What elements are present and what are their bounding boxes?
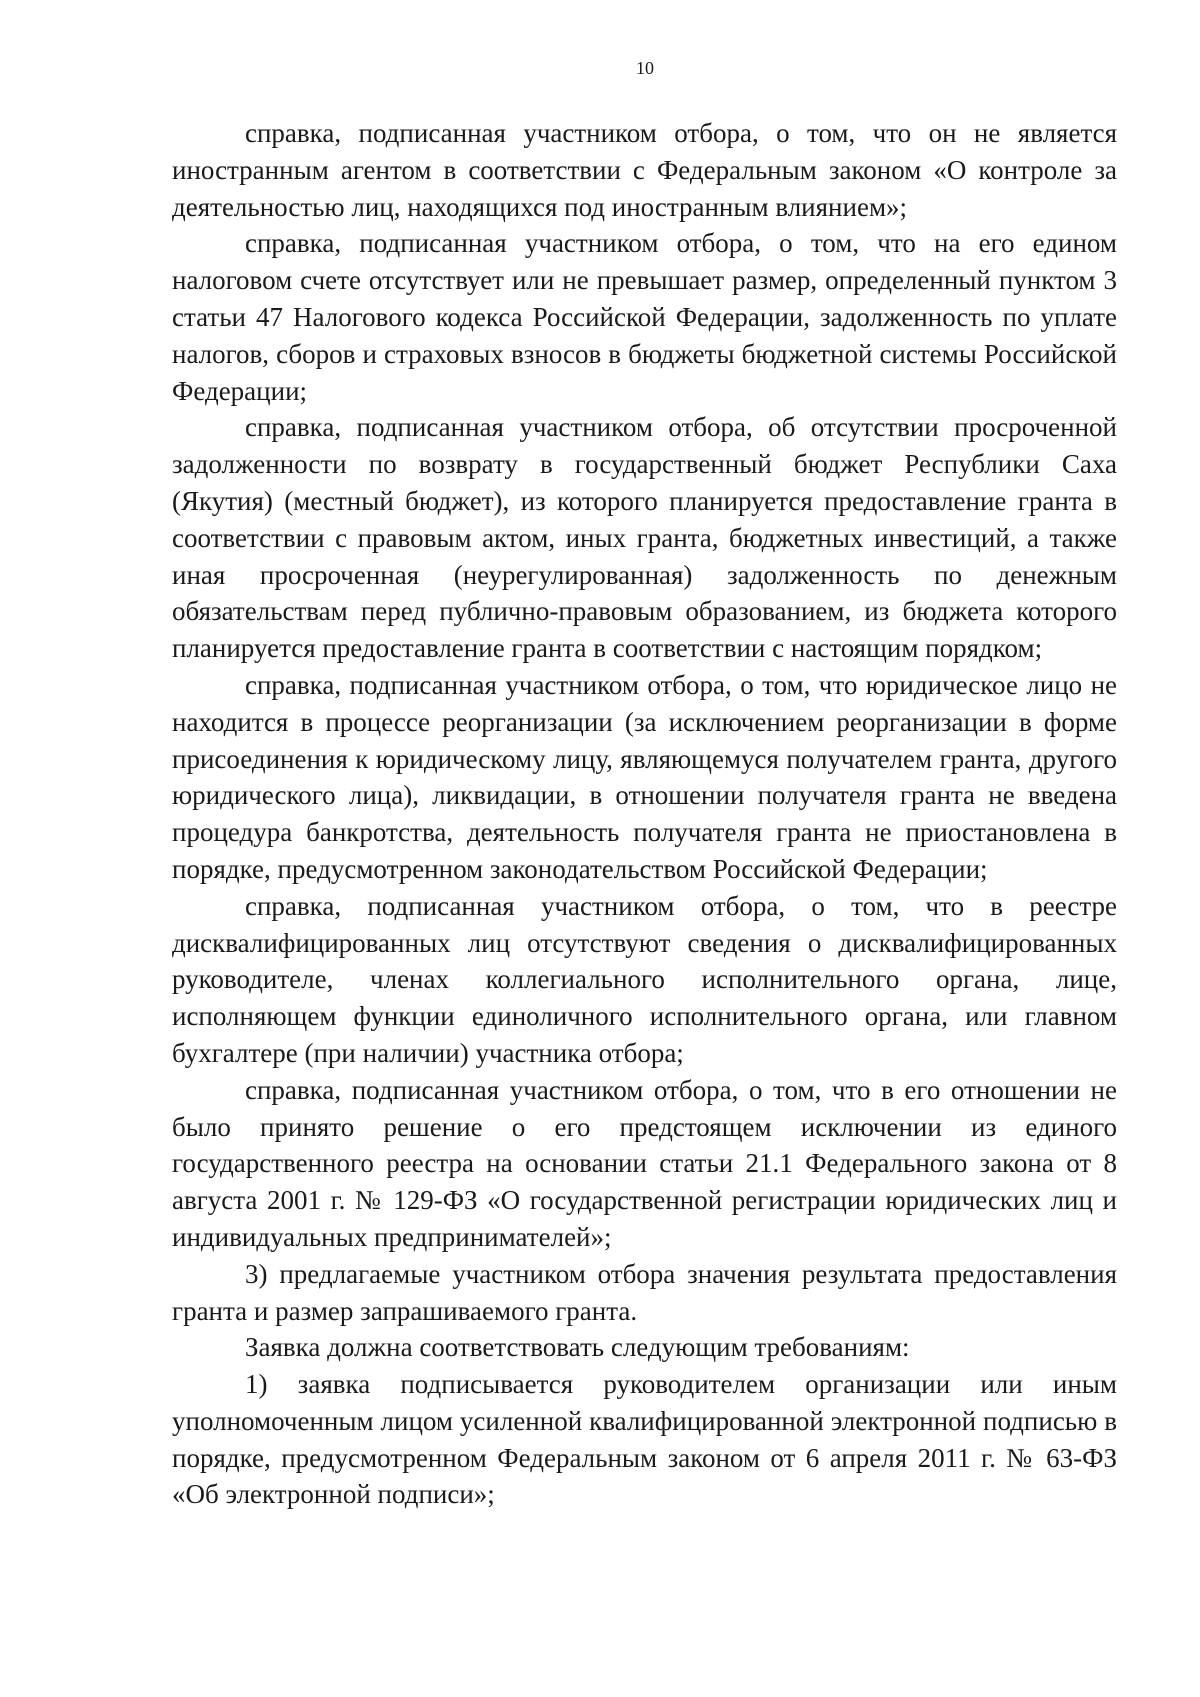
paragraph-disqualified-persons-certificate: справка, подписанная участником отбора, о том, что в реестре дисквалифицированных лиц отсутствуют сведения о дисквалифицированных руководителе, членах коллегиального исполнительного органа, лице, исполняющем функции единоличного исполнительного органа, или главном бухгалтере (при наличии) участника отбора; xyxy=(172,890,1117,1068)
paragraph-electronic-signature: 1) заявка подписывается руководителем организации или иным уполномоченным лицом усиленной квалифицированной электронной подписью в порядке, предусмотренном Федеральным законом от 6 апреля 2011 г. № 63-ФЗ «Об электронной подписи»; xyxy=(172,1369,1117,1510)
document-body xyxy=(172,115,1117,1513)
paragraph-reorganization-certificate: справка, подписанная участником отбора, о том, что юридическое лицо не находится в процессе реорганизации (за исключением реорганизации в форме присоединения к юридическому лицу, являющемуся получателем гранта, другого юридического лица), ликвидации, в отношении получателя гранта не введена процедура банкротства, деятельность получателя гранта не приостановлена в порядке, предусмотренном законодательством Российской Федерации; xyxy=(172,669,1117,884)
paragraph-foreign-agent-certificate: справка, подписанная участником отбора, о том, что он не является иностранным агентом в соответствии с Федеральным законом «О контроле за деятельностью лиц, находящихся под иностранным влиянием»; xyxy=(172,118,1117,222)
paragraph-overdue-debt-certificate: справка, подписанная участником отбора, об отсутствии просроченной задолженности по возврату в государственный бюджет Республики Саха (Якутия) (местный бюджет), из которого планируется предоставление гранта в соответствии с правовым актом, иных гранта, бюджетных инвестиций, а также иная просроченная (неурегулированная) задолженность по денежным обязательствам перед публично-правовым образованием, из бюджета которого планируется предоставление гранта в соответствии с настоящим порядком; xyxy=(172,412,1117,664)
paragraph-application-requirements: Заявка должна соответствовать следующим требованиям: xyxy=(245,1332,910,1363)
paragraph-tax-debt-certificate: справка, подписанная участником отбора, о том, что на его едином налоговом счете отсутствует или не превышает размер, определенный пунктом 3 статьи 47 Налогового кодекса Российской Федерации, задолженность по уплате налогов, сборов и страховых взносов в бюджеты бюджетной системы Российской Федерации; xyxy=(172,228,1117,406)
page-number: 10 xyxy=(636,58,654,78)
paragraph-proposed-result-values: 3) предлагаемые участником отбора значения результата предоставления гранта и размер запрашиваемого гранта. xyxy=(172,1258,1117,1326)
paragraph-register-exclusion-certificate: справка, подписанная участником отбора, о том, что в его отношении не было принято решение о его предстоящем исключении из единого государственного реестра на основании статьи 21.1 Федерального закона от 8 августа 2001 г. № 129-ФЗ «О государственной регистрации юридических лиц и индивидуальных предпринимателей»; xyxy=(172,1074,1117,1252)
